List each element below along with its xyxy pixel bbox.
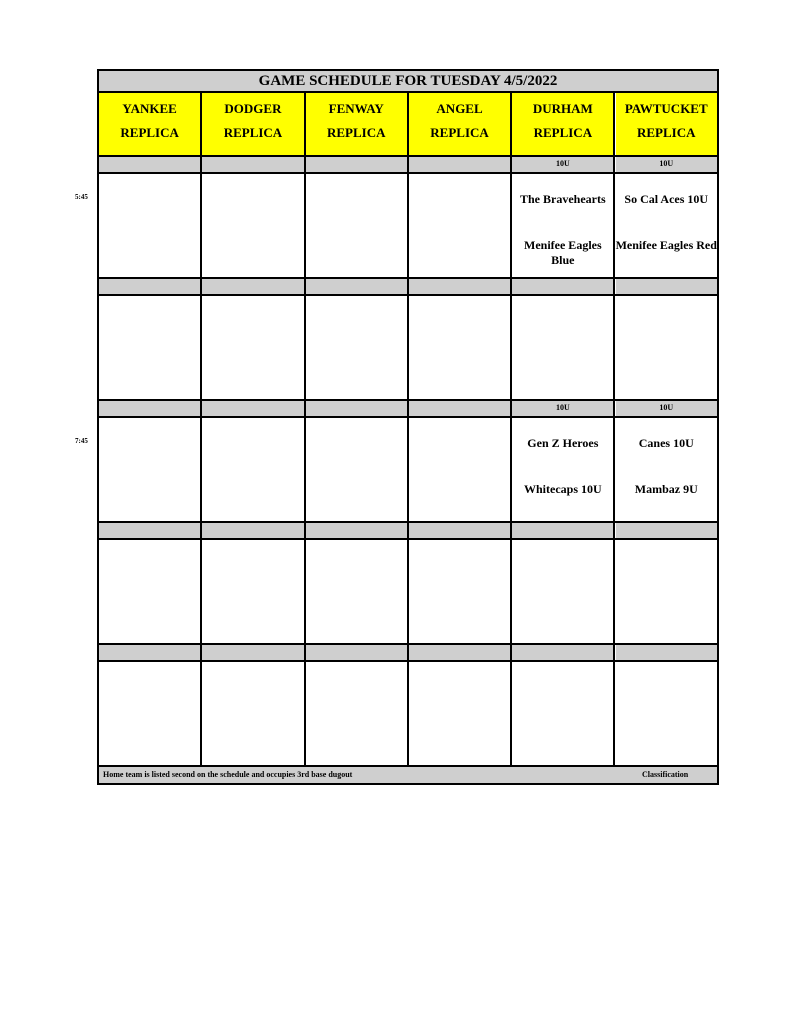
- classification-band: [306, 645, 409, 660]
- game-cell[interactable]: [409, 174, 512, 277]
- classification-band: [409, 645, 512, 660]
- game-cell[interactable]: [99, 174, 202, 277]
- away-team: Gen Z Heroes: [527, 436, 599, 450]
- classification-band: [99, 279, 202, 294]
- game-cell[interactable]: [202, 418, 305, 521]
- classification-band: [409, 401, 512, 416]
- game-cell[interactable]: [306, 540, 409, 643]
- game-cell[interactable]: [306, 174, 409, 277]
- game-cell[interactable]: [99, 418, 202, 521]
- classification-band: [99, 645, 202, 660]
- classification-band: [306, 523, 409, 538]
- classification-band: [409, 279, 512, 294]
- classification-band: [202, 645, 305, 660]
- classification-band: [616, 523, 718, 538]
- game-cell[interactable]: [616, 540, 718, 643]
- schedule-table: [97, 69, 719, 785]
- game-cell[interactable]: [512, 418, 615, 521]
- game-cell[interactable]: [409, 540, 512, 643]
- field-name: PAWTUCKET: [624, 101, 708, 116]
- field-subtitle: REPLICA: [636, 125, 696, 140]
- classification-band: [616, 279, 718, 294]
- field-header-fenway: [306, 93, 409, 155]
- classification-band: 10U: [512, 157, 615, 172]
- game-cell[interactable]: [306, 296, 409, 399]
- field-header-pawtucket: [616, 93, 718, 155]
- field-header-angel: [409, 93, 512, 155]
- classification-band: [306, 157, 409, 172]
- classification-band: 10U: [616, 157, 718, 172]
- game-cell[interactable]: [409, 662, 512, 765]
- classification-band: [99, 157, 202, 172]
- game-cell[interactable]: [99, 540, 202, 643]
- classification-band: [512, 523, 615, 538]
- game-cell[interactable]: [616, 418, 718, 521]
- game-cell[interactable]: [202, 540, 305, 643]
- field-header-dodger: [202, 93, 305, 155]
- classification-band: 10U: [512, 401, 615, 416]
- classification-band: [512, 279, 615, 294]
- classification-band: [202, 157, 305, 172]
- game-cell[interactable]: [616, 174, 718, 277]
- game-cell[interactable]: [512, 540, 615, 643]
- classification-band: [512, 645, 615, 660]
- game-cell[interactable]: [202, 662, 305, 765]
- game-cell[interactable]: [306, 662, 409, 765]
- slot-time: 5:45: [75, 193, 88, 201]
- field-subtitle: REPLICA: [223, 125, 283, 140]
- schedule-footer: [99, 765, 717, 783]
- away-team: Canes 10U: [638, 436, 694, 450]
- game-cell[interactable]: [99, 662, 202, 765]
- home-team: Menifee Eagles Blue: [524, 238, 602, 267]
- field-subtitle: REPLICA: [326, 125, 386, 140]
- classification-band: [409, 523, 512, 538]
- field-header-durham: [512, 93, 615, 155]
- game-cell[interactable]: [202, 296, 305, 399]
- game-cell[interactable]: [512, 662, 615, 765]
- game-cell[interactable]: [616, 662, 718, 765]
- game-cell[interactable]: [409, 296, 512, 399]
- field-name: DODGER: [224, 101, 282, 116]
- game-cell[interactable]: [202, 174, 305, 277]
- classification-band: [99, 401, 202, 416]
- field-subtitle: REPLICA: [533, 125, 593, 140]
- field-name: YANKEE: [122, 101, 177, 116]
- game-cell[interactable]: [99, 296, 202, 399]
- home-team: Menifee Eagles Red: [615, 238, 717, 252]
- game-cell[interactable]: [306, 418, 409, 521]
- classification-band: [202, 401, 305, 416]
- field-header-yankee: [99, 93, 202, 155]
- classification-band: 10U: [616, 401, 718, 416]
- schedule-title: GAME SCHEDULE FOR TUESDAY 4/5/2022: [99, 71, 717, 93]
- slot-time: 7:45: [75, 437, 88, 445]
- home-team-note: Home team is listed second on the schedule and occupies 3rd base dugout: [103, 770, 353, 779]
- field-name: FENWAY: [328, 101, 384, 116]
- game-cell[interactable]: [512, 296, 615, 399]
- classification-band: [306, 279, 409, 294]
- classification-band: [202, 523, 305, 538]
- home-team: Whitecaps 10U: [524, 482, 602, 496]
- classification-band: [99, 523, 202, 538]
- classification-band: [616, 645, 718, 660]
- home-team: Mambaz 9U: [634, 482, 698, 496]
- classification-legend: Classification: [642, 770, 689, 779]
- field-name: DURHAM: [532, 101, 593, 116]
- classification-band: [409, 157, 512, 172]
- away-team: The Bravehearts: [520, 192, 606, 206]
- game-cell[interactable]: [409, 418, 512, 521]
- classification-band: [202, 279, 305, 294]
- away-team: So Cal Aces 10U: [624, 192, 709, 206]
- field-subtitle: REPLICA: [430, 125, 489, 140]
- field-subtitle: REPLICA: [120, 125, 179, 140]
- game-cell[interactable]: [512, 174, 615, 277]
- classification-band: [306, 401, 409, 416]
- field-name: ANGEL: [436, 101, 483, 116]
- game-cell[interactable]: [616, 296, 718, 399]
